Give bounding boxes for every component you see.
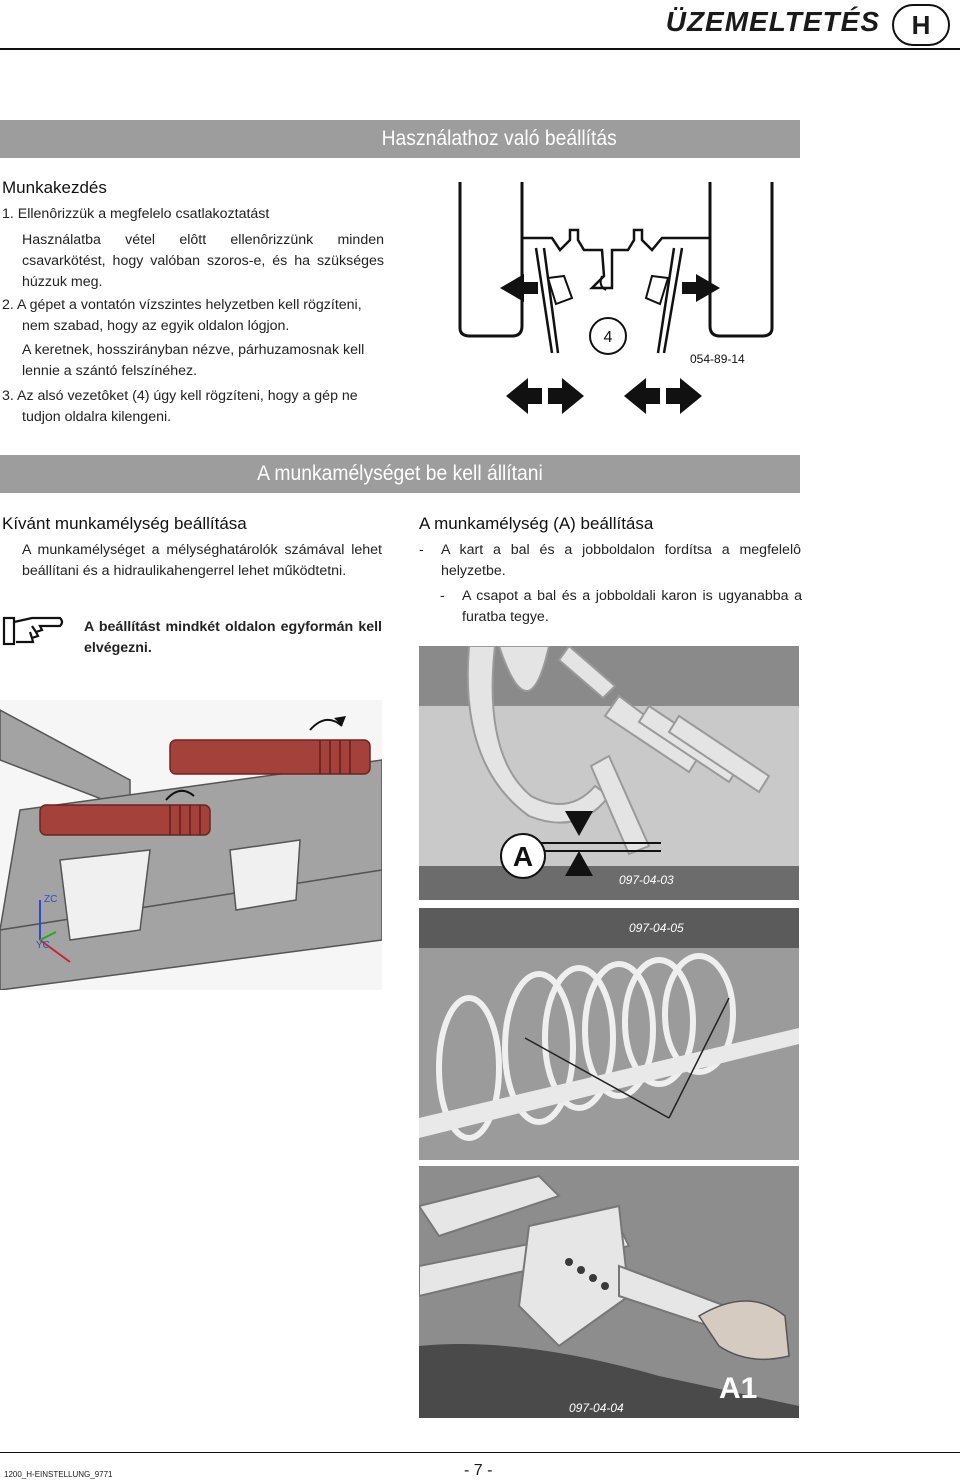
right-item1-text: A kart a bal és a jobboldalon fordítsa a megfelelô helyzetbe. bbox=[441, 542, 801, 579]
section1-text bbox=[2, 204, 384, 428]
footer-rule bbox=[0, 1452, 960, 1453]
item3-text: 3. Az alsó vezetôket (4) úgy kell rögzíteni, hogy a gép ne tudjon oldalra kilengeni. bbox=[2, 388, 358, 425]
dash-2: - bbox=[440, 588, 445, 604]
dash-1: - bbox=[419, 542, 424, 558]
section-bar-depth bbox=[0, 455, 800, 493]
photo-lever bbox=[419, 1166, 799, 1418]
photo-c-label: A1 bbox=[719, 1372, 758, 1405]
language-badge: H bbox=[892, 4, 950, 46]
item1-text: Használatba vétel elôtt ellenôrizzünk minden csavarkötést, hogy valóban szoros-e, és ha szükséges húzzuk meg. bbox=[22, 232, 384, 290]
item2b-text: A keretnek, hosszirányban nézve, párhuzamosnak kell lennie a szántó felszínéhez. bbox=[22, 342, 365, 379]
note-text: A beállítást mindkét oldalon egyformán kell elvégezni. bbox=[84, 619, 382, 656]
section-title: ÜZEMELTETÉS bbox=[665, 6, 880, 37]
photo-c-code: 097-04-04 bbox=[569, 1401, 624, 1415]
lower-link-diagram bbox=[452, 178, 782, 430]
photo-a-label: A bbox=[512, 841, 534, 872]
section-bar-title: Használathoz való beállítás bbox=[381, 127, 617, 150]
right-item2 bbox=[440, 586, 802, 628]
footer-doc-code: 1200_H-EINSTELLUNG_9771 bbox=[4, 1470, 113, 1479]
right-item2-text: A csapot a bal és a jobboldali karon is ugyanabba a furatba tegye. bbox=[462, 588, 802, 625]
photo-b-code: 097-04-05 bbox=[629, 921, 684, 935]
item1-title: 1. Ellenôrizzük a megfelelo csatlakoztatást bbox=[2, 206, 270, 222]
diagram-code: 054-89-14 bbox=[690, 352, 745, 366]
page-number: - 7 - bbox=[464, 1462, 493, 1479]
pointing-hand-icon bbox=[2, 612, 64, 648]
photo-depth-a bbox=[419, 646, 799, 900]
photo-a-code: 097-04-03 bbox=[619, 873, 674, 887]
right-item1 bbox=[419, 540, 801, 582]
header-rule bbox=[0, 48, 960, 50]
heading-depth-a: A munkamélység (A) beállítása bbox=[419, 514, 654, 533]
photo-roller bbox=[419, 908, 799, 1160]
section-bar-settings bbox=[0, 120, 800, 158]
diagram-label-4: 4 bbox=[603, 329, 613, 346]
cad-hydraulic-rendering bbox=[0, 700, 382, 990]
item2-text: 2. A gépet a vontatón vízszintes helyzetben kell rögzíteni, nem szabad, hogy az egyik oldalon lógjon. bbox=[2, 297, 362, 334]
cad-label-zc: ZC bbox=[44, 894, 58, 905]
heading-munkakezdes: Munkakezdés bbox=[2, 178, 107, 197]
section-bar-depth-title: A munkamélységet be kell állítani bbox=[257, 462, 543, 485]
heading-desired-depth: Kívánt munkamélység beállítása bbox=[2, 514, 247, 533]
desired-depth-text: A munkamélységet a mélységhatárolók számával lehet beállítani és a hidraulikahengerrel lehet működtetni. bbox=[22, 542, 382, 579]
cad-label-yc: YC bbox=[36, 940, 50, 951]
